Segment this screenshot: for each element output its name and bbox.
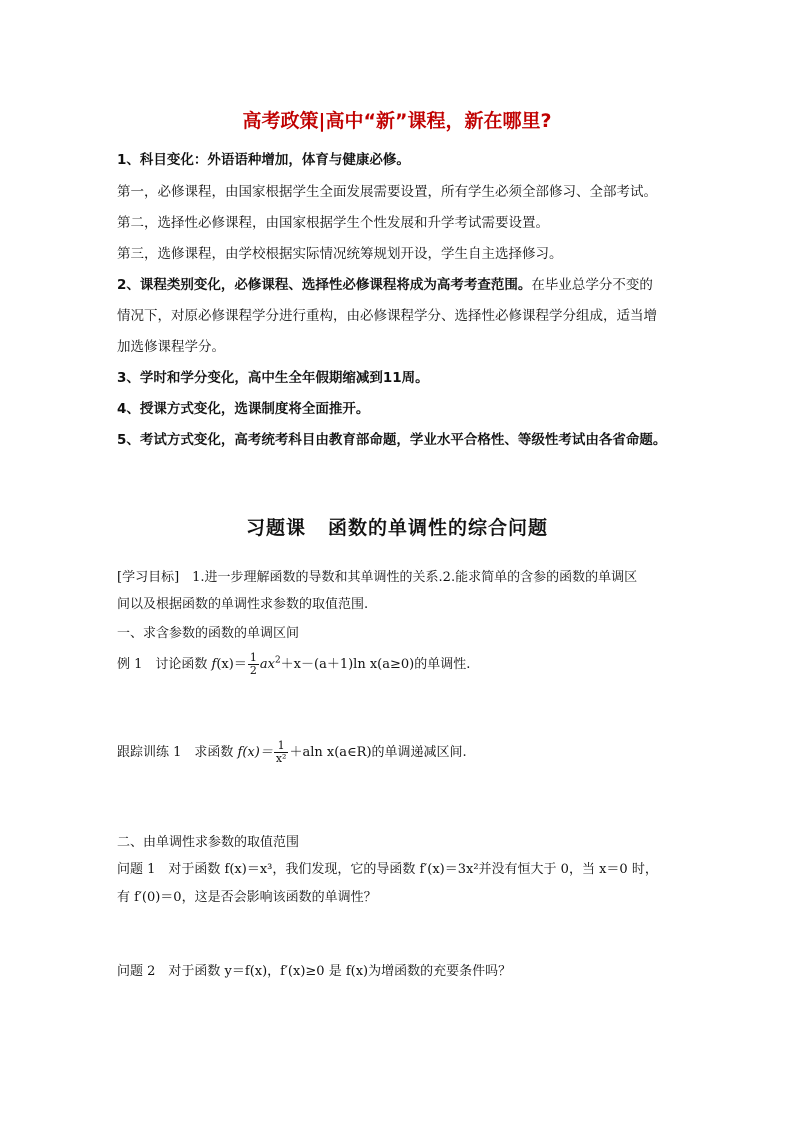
policy-title: 高考政策|高中“新”课程，新在哪里?: [242, 110, 552, 132]
policy-paragraph-first: 第一，必修课程，由国家根据学生全面发展需要设置，所有学生必须全部修习、全部考试。: [117, 184, 657, 200]
policy-item-2-bold: 2、课程类别变化，必修课程、选择性必修课程将成为高考考查范围。: [117, 277, 532, 293]
policy-item-1: 1、科目变化：外语语种增加，体育与健康必修。: [117, 152, 410, 168]
tracking-exercise-1-label: 跟踪训练 1 求函数: [117, 745, 238, 760]
lesson-title-part-a: 习题课: [245, 517, 306, 539]
example-1-term: ax: [259, 657, 275, 672]
learning-goals-line1: [学习目标] 1.进一步理解函数的导数和其单调性的关系.2.能求简单的含参的函数的单调区: [117, 570, 638, 585]
question-2: 问题 2 对于函数 y＝f(x)，f′(x)≥0 是 f(x)为增函数的充要条件吗？: [117, 964, 512, 979]
policy-paragraph-second: 第二，选择性必修课程，由国家根据学生个性发展和升学考试需要设置。: [117, 215, 549, 231]
fraction-numerator: 1: [249, 651, 257, 664]
section-1-heading: 一、求含参数的函数的单调区间: [117, 626, 300, 641]
lesson-title-part-b: 函数的单调性的综合问题: [328, 517, 549, 539]
fraction-numerator: 1: [274, 740, 289, 753]
policy-item-2: [117, 273, 687, 293]
example-1-rest: ＋x－(a＋1)ln x(a≥0)的单调性.: [280, 657, 471, 672]
example-1: [117, 652, 687, 677]
fraction-denominator: 2: [249, 664, 257, 677]
learning-goals-line2: 间以及根据函数的单调性求参数的取值范围.: [117, 597, 369, 612]
question-1-line2: 有 f′(0)＝0，这是否会影响该函数的单调性？: [117, 890, 377, 905]
tracking-exercise-1-eq: f(x)＝: [237, 745, 273, 760]
policy-paragraph-third: 第三，选修课程，由学校根据实际情况统筹规划开设，学生自主选择修习。: [117, 246, 563, 262]
policy-item-4: 4、授课方式变化，选课制度将全面推开。: [117, 401, 370, 417]
tracking-exercise-1-fraction: [274, 740, 289, 765]
section-2-heading: 二、由单调性求参数的取值范围: [117, 835, 300, 850]
example-1-label: 例 1 讨论函数: [117, 657, 212, 672]
question-1-line1: 问题 1 对于函数 f(x)＝x³，我们发现，它的导函数 f′(x)＝3x²并没有恒大于 0，当 x＝0 时，: [117, 862, 658, 877]
tracking-exercise-1: [117, 740, 687, 765]
policy-item-2-line3: 加选修课程学分。: [117, 339, 225, 355]
tracking-exercise-1-rest: ＋aln x(a∈R)的单调递减区间.: [289, 745, 467, 760]
example-1-fraction: [248, 652, 259, 677]
lesson-title: [0, 513, 794, 540]
example-1-exponent: 2: [274, 655, 281, 666]
example-1-f: f: [211, 657, 217, 672]
policy-item-2-line2: 情况下，对原必修课程学分进行重构，由必修课程学分、选择性必修课程学分组成，适当增: [117, 308, 657, 324]
policy-item-5: 5、考试方式变化，高考统考科目由教育部命题，学业水平合格性、等级性考试由各省命题。: [117, 432, 667, 448]
fraction-denominator: x²: [275, 752, 287, 765]
policy-item-2-rest: 在毕业总学分不变的: [531, 277, 653, 293]
policy-item-3: 3、学时和学分变化，高中生全年假期缩减到11周。: [117, 370, 429, 386]
example-1-eq: (x)＝: [216, 657, 247, 672]
